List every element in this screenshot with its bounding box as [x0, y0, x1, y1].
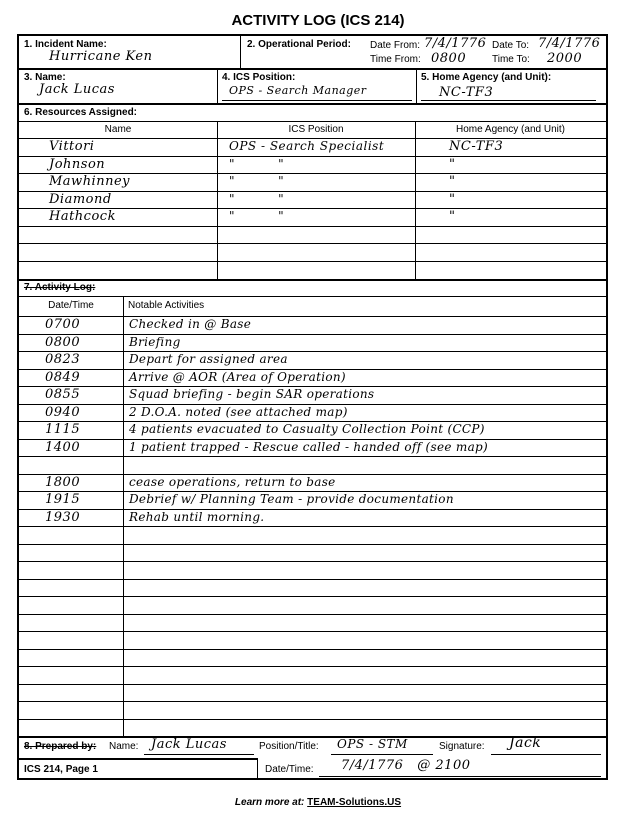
- operational-period-label: 2. Operational Period:: [247, 39, 351, 50]
- underline: [331, 754, 433, 755]
- divider: [240, 36, 241, 70]
- row-divider: [19, 226, 606, 227]
- activity-notes-cell[interactable]: 1 patient trapped - Rescue called - handed off (see map): [129, 439, 488, 454]
- activity-notes-cell[interactable]: Squad briefing - begin SAR operations: [129, 387, 375, 401]
- resource-position-cell[interactable]: " ": [229, 174, 285, 188]
- prepared-position-label: Position/Title:: [259, 741, 319, 752]
- activity-notes-cell[interactable]: Checked in @ Base: [129, 317, 252, 331]
- divider: [217, 121, 218, 279]
- row-divider: [19, 614, 606, 615]
- divider: [19, 296, 606, 297]
- divider: [217, 68, 218, 103]
- activity-time-cell[interactable]: 0940: [45, 404, 81, 420]
- divider: [19, 758, 257, 760]
- resources-position-header: ICS Position: [288, 124, 344, 135]
- resource-name-cell[interactable]: Diamond: [49, 191, 112, 207]
- date-from-label: Date From:: [370, 40, 421, 51]
- row-divider: [19, 701, 606, 702]
- divider: [123, 296, 124, 737]
- ics-position-value[interactable]: OPS - Search Manager: [229, 84, 367, 97]
- row-divider: [19, 156, 606, 157]
- activity-notes-cell[interactable]: 4 patients evacuated to Casualty Collection Point (CCP): [129, 422, 485, 436]
- activity-time-cell[interactable]: 0849: [45, 369, 81, 385]
- activity-time-cell[interactable]: 1115: [45, 422, 81, 437]
- footer: [0, 797, 636, 808]
- activity-time-cell[interactable]: 0700: [45, 317, 81, 332]
- row-divider: [19, 316, 606, 317]
- form-title: ACTIVITY LOG (ICS 214): [231, 12, 405, 29]
- underline: [421, 100, 596, 101]
- divider: [19, 121, 606, 122]
- activity-notes-header: Notable Activities: [128, 300, 205, 311]
- divider: [19, 279, 606, 281]
- underline: [319, 776, 601, 777]
- underline: [222, 100, 412, 101]
- row-divider: [19, 719, 606, 720]
- signature[interactable]: Jack: [509, 735, 542, 751]
- row-divider: [19, 526, 606, 527]
- datetime-value[interactable]: 7/4/1776 @ 2100: [341, 758, 471, 773]
- resources-label: 6. Resources Assigned:: [24, 107, 138, 118]
- home-agency-label: 5. Home Agency (and Unit):: [421, 72, 552, 83]
- resource-agency-cell[interactable]: ": [449, 174, 456, 189]
- date-to-value[interactable]: 7/4/1776: [538, 36, 601, 51]
- resource-agency-cell[interactable]: ": [449, 209, 456, 224]
- datetime-label: Date/Time:: [265, 764, 314, 775]
- home-agency-value[interactable]: NC-TF3: [439, 85, 494, 100]
- resource-name-cell[interactable]: Vittori: [49, 139, 95, 154]
- row-divider: [19, 666, 606, 667]
- resource-agency-cell[interactable]: ": [449, 191, 456, 207]
- divider: [415, 121, 416, 279]
- prepared-by-label: 8. Prepared by:: [24, 741, 97, 752]
- underline: [144, 754, 254, 755]
- row-divider: [19, 509, 606, 510]
- divider: [19, 103, 606, 105]
- resources-agency-header: Home Agency (and Unit): [456, 124, 565, 135]
- activity-notes-cell[interactable]: 2 D.O.A. noted (see attached map): [129, 404, 348, 419]
- time-to-value[interactable]: 2000: [547, 51, 583, 66]
- row-divider: [19, 456, 606, 457]
- row-divider: [19, 334, 606, 335]
- activity-notes-cell[interactable]: Depart for assigned area: [129, 352, 288, 366]
- activity-time-header: Date/Time: [48, 300, 94, 311]
- ics-214-form: [17, 34, 608, 780]
- row-divider: [19, 544, 606, 545]
- resource-position-cell[interactable]: " ": [229, 191, 285, 206]
- divider: [416, 68, 417, 103]
- row-divider: [19, 649, 606, 650]
- activity-time-cell[interactable]: 1930: [45, 509, 81, 525]
- time-from-label: Time From:: [370, 54, 421, 65]
- incident-name-label: 1. Incident Name:: [24, 39, 107, 50]
- activity-notes-cell[interactable]: Rehab until morning.: [129, 509, 265, 524]
- footer-link[interactable]: TEAM-Solutions.US: [307, 797, 402, 808]
- row-divider: [19, 631, 606, 632]
- activity-notes-cell[interactable]: Arrive @ AOR (Area of Operation): [129, 369, 346, 384]
- row-divider: [19, 351, 606, 352]
- activity-time-cell[interactable]: 1915: [45, 492, 81, 507]
- row-divider: [19, 243, 606, 244]
- resource-position-cell[interactable]: " ": [229, 209, 285, 223]
- activity-time-cell[interactable]: 0823: [45, 352, 81, 367]
- row-divider: [19, 579, 606, 580]
- underline: [491, 754, 601, 755]
- activity-time-cell[interactable]: 0800: [45, 334, 81, 350]
- row-divider: [19, 261, 606, 262]
- resource-name-cell[interactable]: Johnson: [49, 156, 106, 172]
- signature-label: Signature:: [439, 741, 485, 752]
- resource-name-cell[interactable]: Mawhinney: [49, 174, 131, 189]
- page-label: ICS 214, Page 1: [24, 764, 98, 775]
- activity-time-cell[interactable]: 0855: [45, 387, 81, 402]
- time-from-value[interactable]: 0800: [431, 51, 467, 66]
- resources-name-header: Name: [104, 124, 132, 135]
- footer-text: Learn more at:: [234, 797, 305, 808]
- prepared-position-value[interactable]: OPS - STM: [337, 737, 408, 751]
- activity-notes-cell[interactable]: cease operations, return to base: [129, 474, 336, 489]
- resource-agency-cell[interactable]: NC-TF3: [449, 139, 504, 154]
- resource-name-cell[interactable]: Hathcock: [49, 209, 116, 224]
- activity-notes-cell[interactable]: Briefing: [129, 334, 181, 349]
- resource-agency-cell[interactable]: ": [449, 156, 456, 172]
- name-value[interactable]: Jack Lucas: [39, 82, 115, 97]
- divider: [257, 758, 258, 780]
- date-from-value[interactable]: 7/4/1776: [424, 36, 487, 51]
- row-divider: [19, 596, 606, 597]
- row-divider: [19, 561, 606, 562]
- activity-time-cell[interactable]: 1400: [45, 439, 81, 455]
- activity-time-cell[interactable]: 1800: [45, 474, 81, 490]
- date-to-label: Date To:: [492, 40, 530, 51]
- ics-position-label: 4. ICS Position:: [222, 72, 296, 83]
- activity-log-label: 7. Activity Log:: [24, 282, 96, 293]
- prepared-name-value[interactable]: Jack Lucas: [151, 737, 227, 752]
- divider: [19, 68, 606, 70]
- name-label: 3. Name:: [24, 72, 66, 83]
- row-divider: [19, 684, 606, 685]
- resource-position-cell[interactable]: OPS - Search Specialist: [229, 139, 385, 153]
- activity-notes-cell[interactable]: Debrief w/ Planning Team - provide documentation: [129, 492, 454, 506]
- time-to-label: Time To:: [492, 54, 530, 65]
- incident-name-value[interactable]: Hurricane Ken: [49, 49, 153, 64]
- prepared-name-label: Name:: [109, 741, 139, 752]
- resource-position-cell[interactable]: " ": [229, 156, 285, 171]
